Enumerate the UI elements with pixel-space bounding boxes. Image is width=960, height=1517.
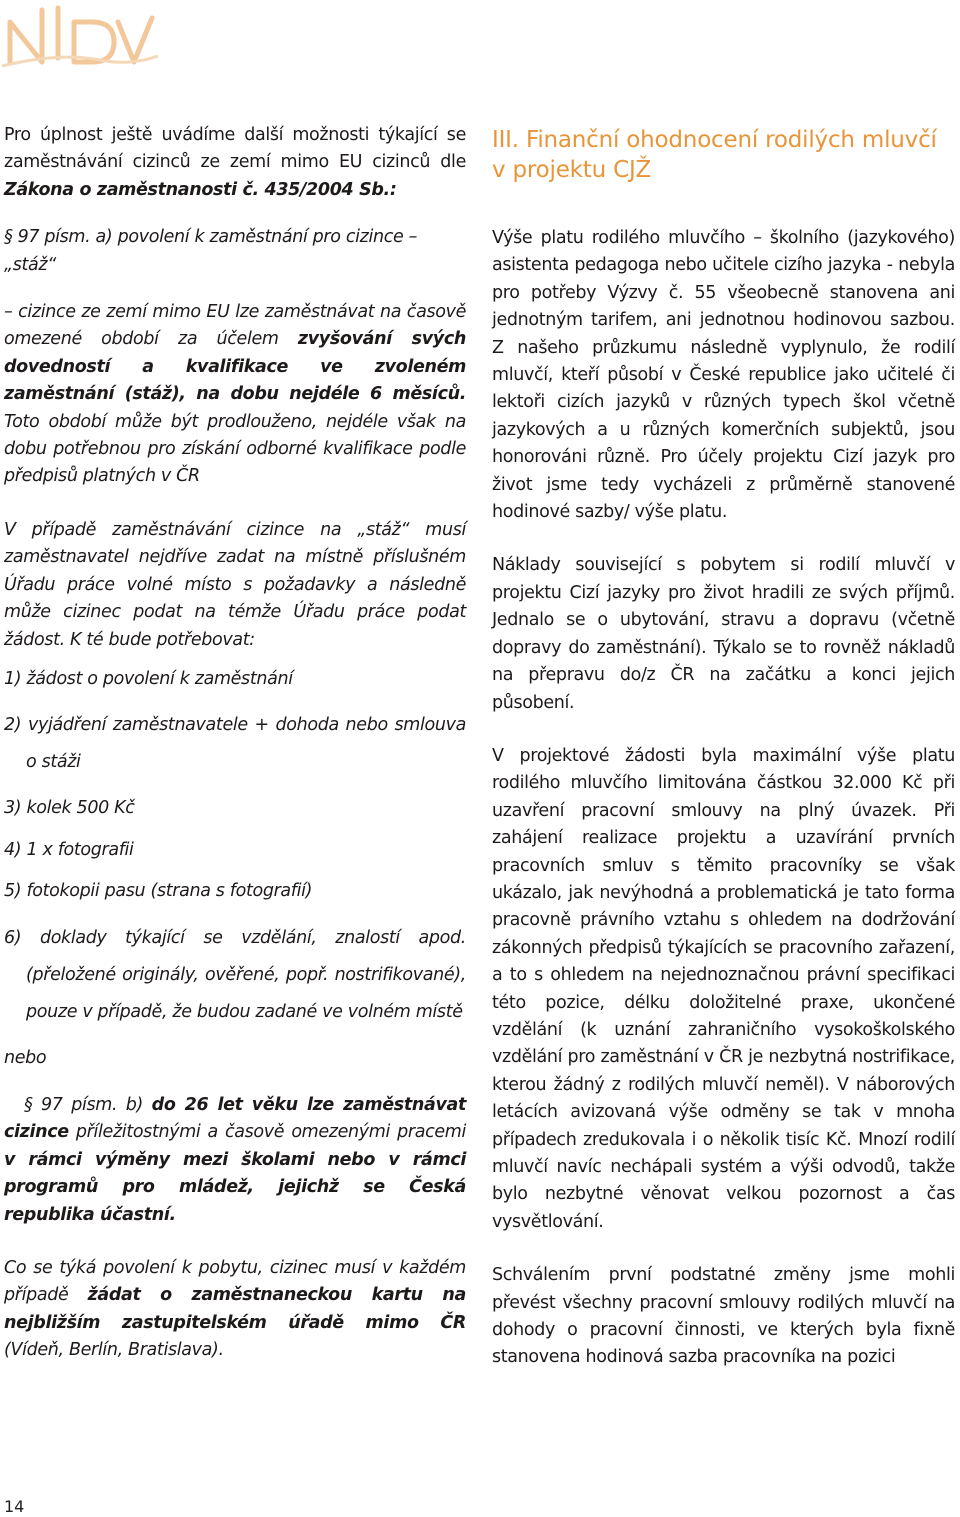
section-heading: III. Finanční ohodnocení rodilých mluvčí v projektu CJŽ xyxy=(492,127,937,183)
residence-paragraph: Co se týká povolení k pobytu, cizinec musí v každém případě žádat o zaměstnaneckou kartu na nejbližším zastupitelském úřadě mimo ČR (Vídeň, Berlín, Bratislava). xyxy=(4,1257,466,1361)
section-97b: § 97 písm. b) do 26 let věku lze zaměstnávat cizince příležitostnými a časově omezenými pracemi v rámci výměny mezi školami nebo v rámci programů pro mládež, jejichž se Česká republika účastní. xyxy=(4,1094,466,1225)
approval-paragraph: Schválením první podstatné změny jsme mohli převést všechny pracovní smlouvy rodilých mluvčí na dohody o pracovní činnosti, ve kterých byla fixně stanovena hodinová sazba pracovníka na pozici xyxy=(492,1265,955,1368)
list-item: 3) kolek 500 Kč xyxy=(4,798,135,819)
left-column xyxy=(4,122,466,1365)
list-item: 5) fotokopii pasu (strana s fotografií) xyxy=(4,881,313,902)
list-item: 1) žádost o povolení k zaměstnání xyxy=(4,668,293,689)
list-item: 4) 1 x fotografii xyxy=(4,839,134,860)
page-number: 14 xyxy=(4,1497,25,1516)
list-item: 6) doklady týkající se vzdělání, znalostí apod. (přeložené originály, ověřené, popř. nostrifikované), pouze v případě, že budou zadané ve volném místě xyxy=(4,927,466,1022)
nebo-label: nebo xyxy=(4,1047,47,1068)
section-97a-title: § 97 písm. a) povolení k zaměstnání pro cizince – „stáž“ xyxy=(4,227,418,275)
salary-paragraph: Výše platu rodilého mluvčího – školního (jazykového) asistenta pedagoga nebo učitele cizího jazyka - nebyla pro potřeby Výzvy č. 55 všeobecně stanovena ani jednotným tarifem, ani jednotnou hodinovou sazbou. Z našeho průzkumu následně vyplynulo, že rodilí mluvčí, kteří působí v České republice jako učitelé či lektoři cizích jazyků v různých typech škol včetně jazykových a u různých komerčních subjektů, jsou honorováni různě. Pro účely projektu Cizí jazyk pro život jsme tedy vycházeli z průměrně stanovené hodinové sazby/ výše platu. xyxy=(492,228,955,523)
costs-paragraph: Náklady související s pobytem si rodilí mluvčí v projektu Cizí jazyky pro život hradili ze svých příjmů. Jednalo se o ubytování, stravu a dopravu (včetně dopravy do zaměstnání). Týkalo se to rovněž nákladů na přepravu do/z ČR na začátku a konci jejich působení. xyxy=(492,555,955,713)
list-item: 2) vyjádření zaměstnavatele + dohoda nebo smlouva o stáži xyxy=(4,715,466,773)
case-paragraph: V případě zaměstnávání cizince na „stáž“ musí zaměstnavatel nejdříve zadat na místně příslušném Úřadu práce volné místo s požadavky a následně může cizinec podat na témže Úřadu práce podat žádost. K té bude potřebovat: xyxy=(4,519,466,650)
stay-description: – cizince ze zemí mimo EU lze zaměstnávat na časově omezené období za účelem zvyšování svých dovedností a kvalifikace ve zvoleném zaměstnání (stáž), na dobu nejdéle 6 měsíců. Toto období může být prodlouženo, nejdéle však na dobu potřebnou pro získání odborné kvalifikace podle předpisů platných v ČR xyxy=(4,302,466,487)
requirements-list xyxy=(4,666,466,1031)
intro-paragraph: Pro úplnost ještě uvádíme další možnosti týkající se zaměstnávání cizinců ze zemí mimo EU cizinců dle Zákona o zaměstnanosti č. 435/2004 Sb.: xyxy=(4,125,466,200)
application-paragraph: V projektové žádosti byla maximální výše platu rodilého mluvčího limitována částkou 32.000 Kč při uzavření pracovní smlouvy na plný úvazek. Při zahájení realizace projektu a uzavírání prvních pracovních smluv s těmito pracovníky se však ukázalo, jak nevýhodná a problematická je tato forma pracovně právního vztahu s ohledem na dodržování zákonných předpisů týkajících se pracovního zařazení, a to s ohledem na nejednoznačnou právní specifikaci této pozice, délku doložitelné praxe, ukončené vzdělání (k uznání zahraničního vysokoškolského vzdělání pro zaměstnání v ČR je nezbytná nostrifikace, kterou žádný z rodilých mluvčí neměl). V náborových letácích avizovaná výše odměny se tak v mnoha případech zredukovala i o několik tisíc Kč. Mnozí rodilí mluvčí navíc nechápali systém a výši odvodů, takže bylo nezbytné věnovat velkou pozornost a čas vysvětlování. xyxy=(492,745,955,1232)
right-column xyxy=(492,122,955,1372)
nidv-logo xyxy=(0,0,160,70)
